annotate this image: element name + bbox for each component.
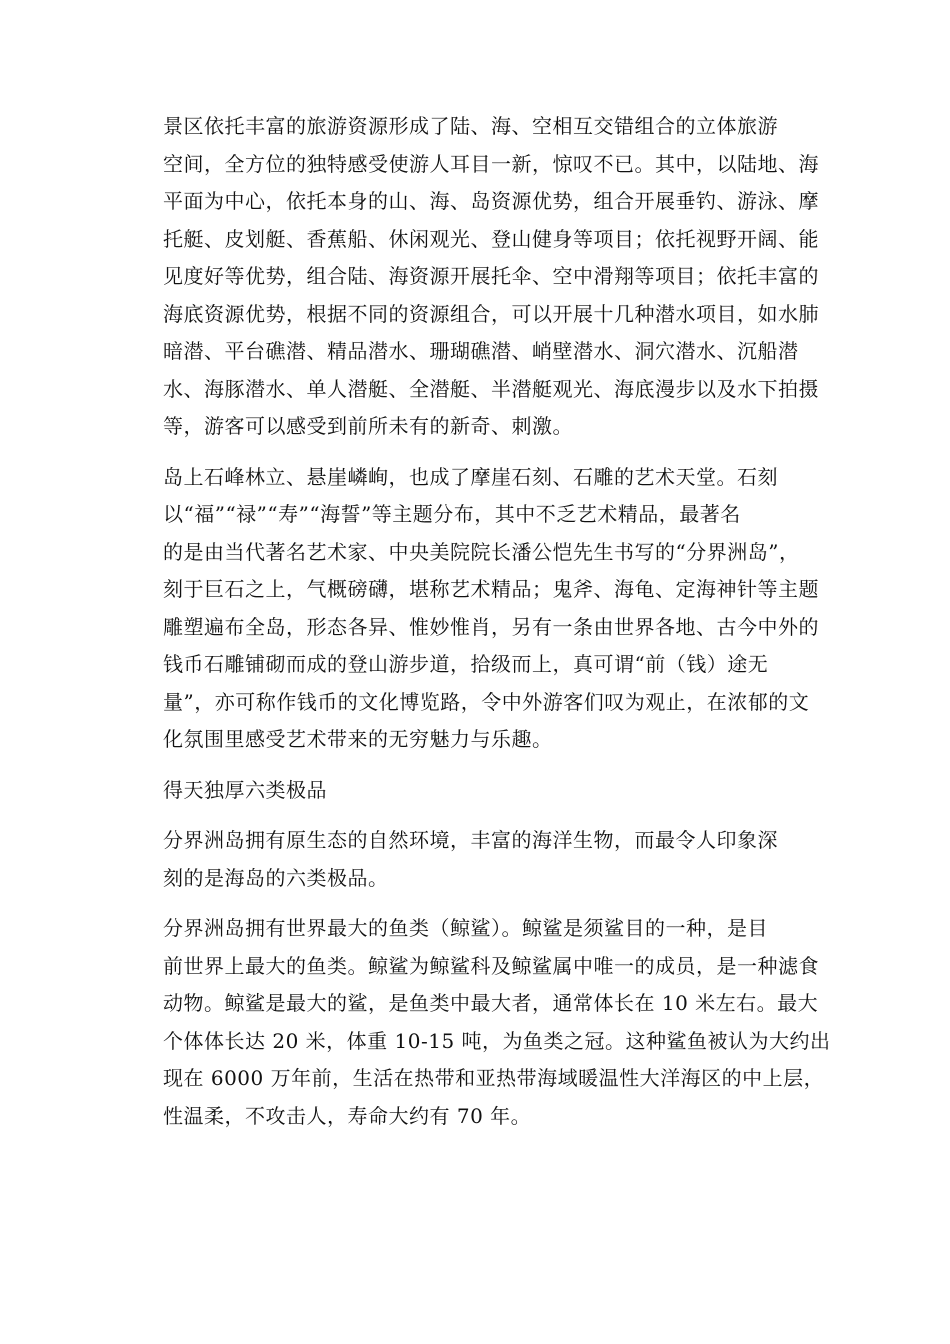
text-line: 岛上石峰林立、悬崖嶙峋，也成了摩崖石刻、石雕的艺术天堂。石刻 [163,464,778,489]
section-heading-text: 得天独厚六类极品 [163,777,327,802]
text-line: 空间，全方位的独特感受使游人耳目一新，惊叹不已。其中，以陆地、海 [163,151,819,176]
text-line: 钱币石雕铺砌而成的登山游步道，拾级而上，真可谓“前（钱）途无 [163,652,769,676]
text-line: 见度好等优势，组合陆、海资源开展托伞、空中滑翔等项目；依托丰富的 [163,264,819,288]
text-line: 海底资源优势，根据不同的资源组合，可以开展十几种潜水项目，如水肺 [163,301,819,326]
text-line: 刻的是海岛的六类极品。 [163,865,389,890]
text-line: 现在 6000 万年前，生活在热带和亚热带海域暖温性大洋海区的中上层， [163,1066,825,1090]
text-line: 分界洲岛拥有原生态的自然环境，丰富的海洋生物，而最令人印象深 [163,828,778,852]
section-heading [115,772,835,810]
text-line: 刻于巨石之上，气概磅礴，堪称艺术精品；鬼斧、海龟、定海神针等主题 [163,577,819,601]
text-line: 分界洲岛拥有世界最大的鱼类（鲸鲨）。鲸鲨是须鲨目的一种，是目 [163,916,768,940]
text-line: 个体体长达 20 米，体重 10-15 吨，为鱼类之冠。这种鲨鱼被认为大约出 [163,1028,831,1053]
text-line: 暗潜、平台礁潜、精品潜水、珊瑚礁潜、峭壁潜水、洞穴潜水、沉船潜 [163,339,799,363]
paragraph-tourism-space [115,108,835,446]
text-line: 量”，亦可称作钱币的文化博览路，令中外游客们叹为观止，在浓郁的文 [163,689,810,714]
paragraph-stone-carvings [115,459,835,759]
text-line: 景区依托丰富的旅游资源形成了陆、海、空相互交错组合的立体旅游 [163,114,778,138]
text-line: 雕塑遍布全岛，形态各异、惟妙惟肖，另有一条由世界各地、古今中外的 [163,614,819,639]
text-line: 水、海豚潜水、单人潜艇、全潜艇、半潜艇观光、海底漫步以及水下拍摄 [163,376,819,401]
text-line: 平面为中心，依托本身的山、海、岛资源优势，组合开展垂钓、游泳、摩 [163,189,819,213]
text-line: 以“福”“禄”“寿”“海誓”等主题分布，其中不乏艺术精品，最著名 [163,502,741,526]
text-line: 前世界上最大的鱼类。鲸鲨为鲸鲨科及鲸鲨属中唯一的成员，是一种滤食 [163,953,819,978]
paragraph-whale-shark [115,910,835,1135]
text-line: 等，游客可以感受到前所未有的新奇、刺激。 [163,414,573,438]
text-line: 的是由当代著名艺术家、中央美院院长潘公恺先生书写的“分界洲岛”， [163,539,800,564]
text-line: 化氛围里感受艺术带来的无穷魅力与乐趣。 [163,727,553,751]
text-line: 性温柔，不攻击人，寿命大约有 70 年。 [163,1103,532,1128]
text-line: 动物。鲸鲨是最大的鲨，是鱼类中最大者，通常体长在 10 米左右。最大 [163,991,819,1015]
paragraph-six-treasures-intro [115,822,835,897]
document-body [115,108,835,1148]
text-line: 托艇、皮划艇、香蕉船、休闲观光、登山健身等项目；依托视野开阔、能 [163,226,819,251]
